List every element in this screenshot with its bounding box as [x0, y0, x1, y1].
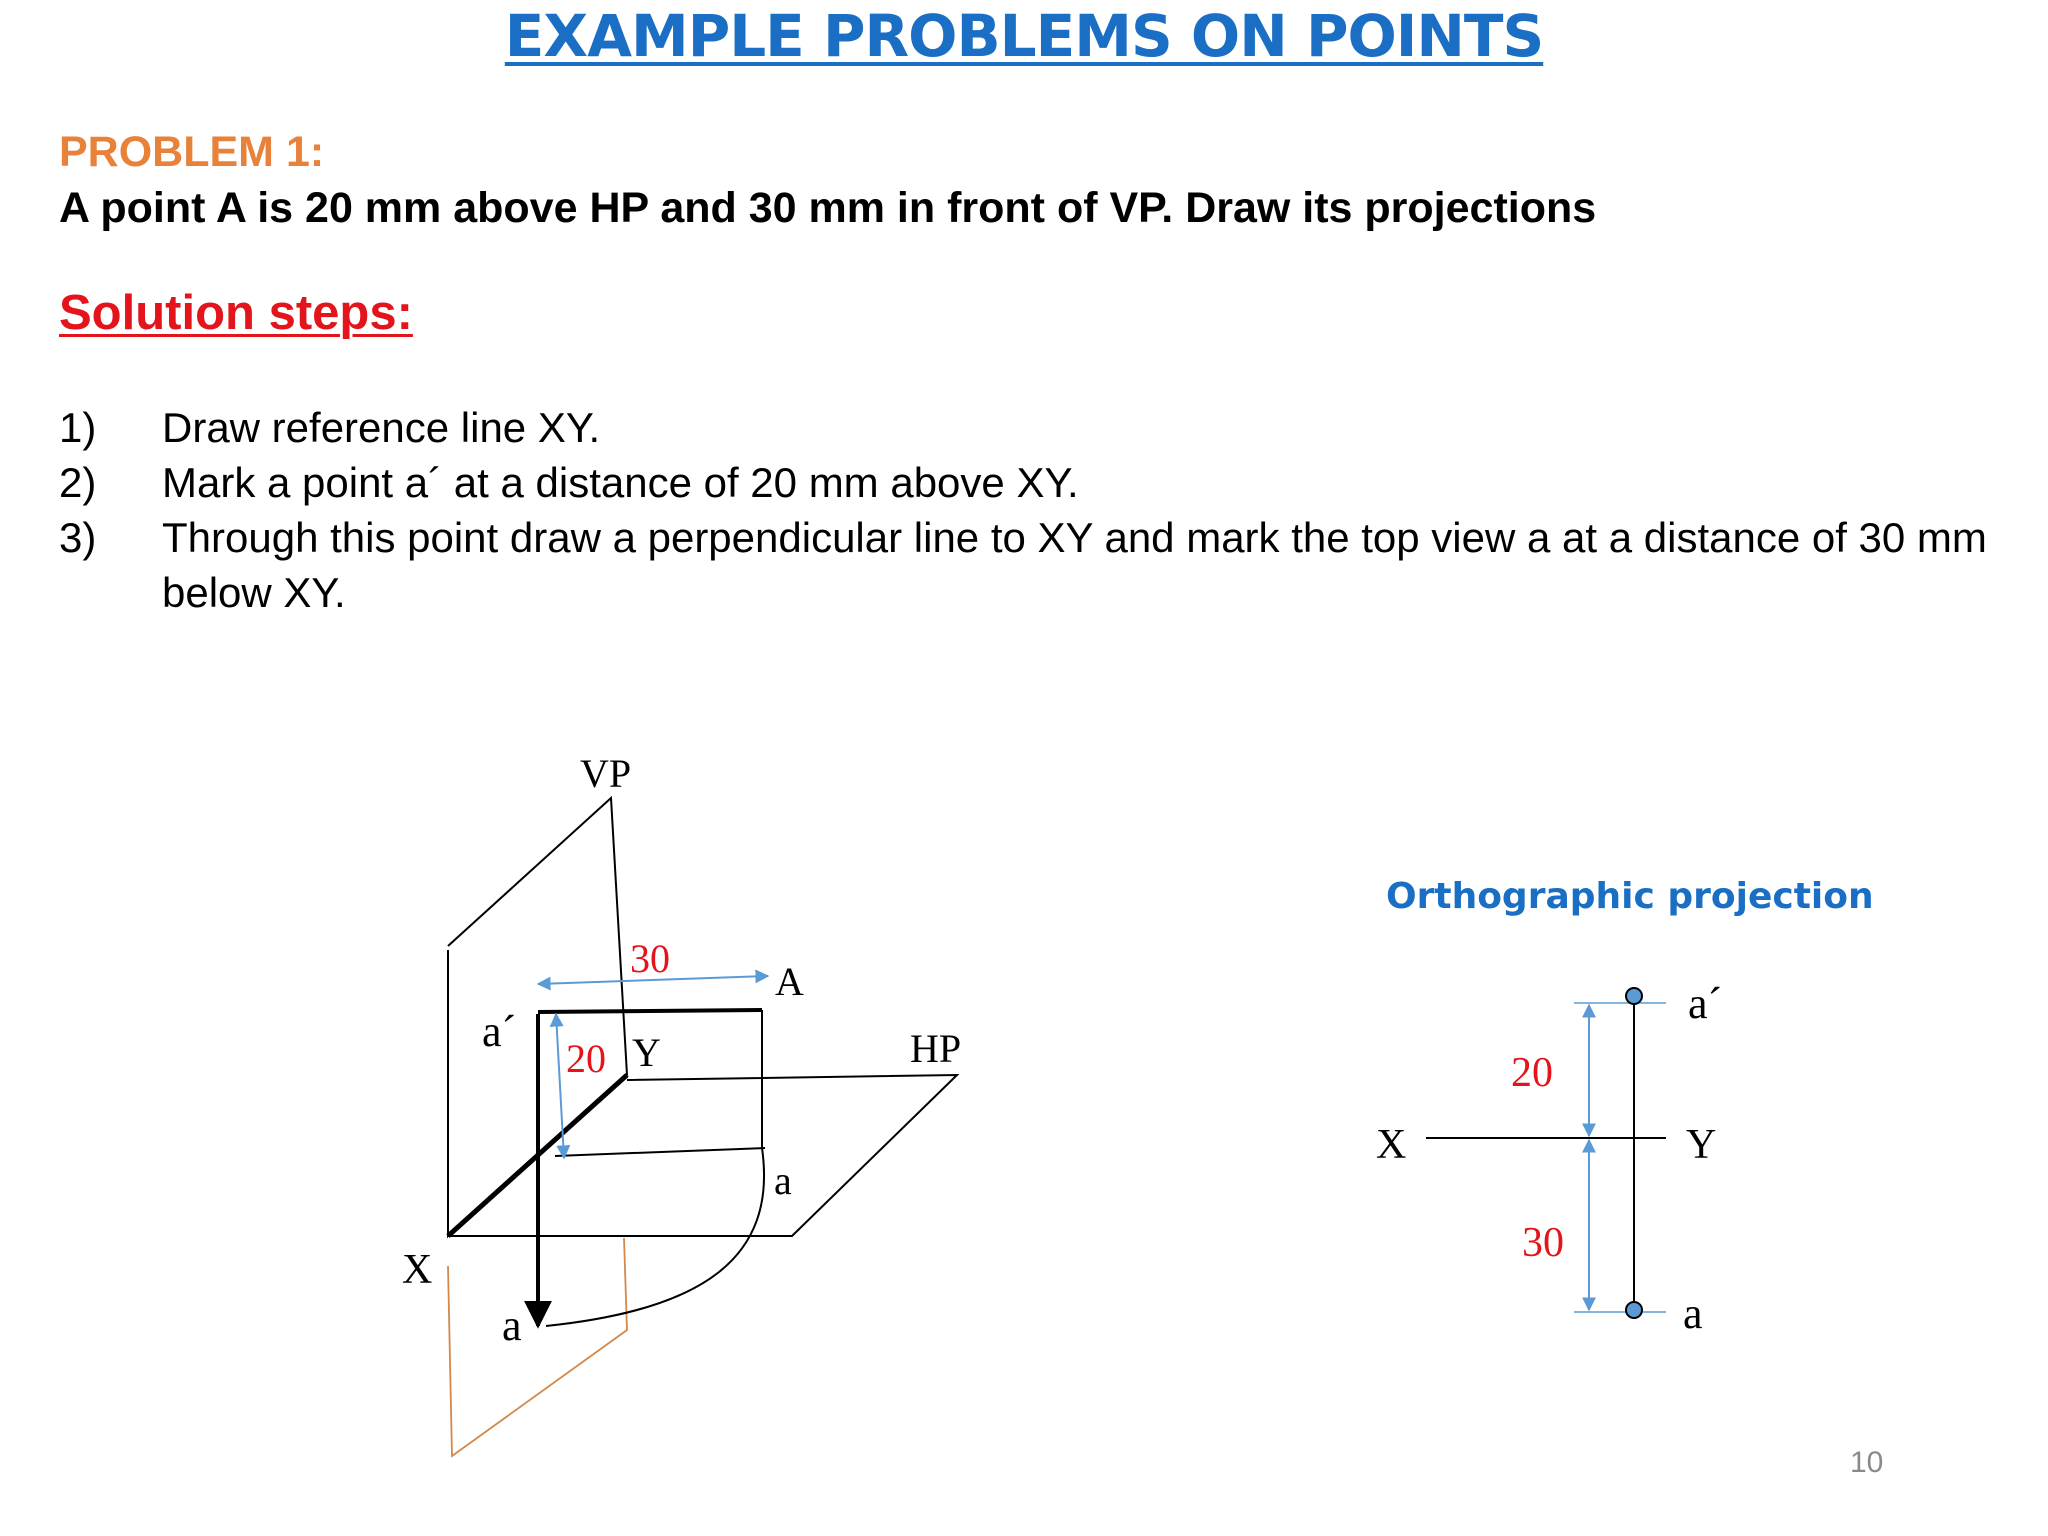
- problem-statement: A point A is 20 mm above HP and 30 mm in front of VP. Draw its projections: [59, 184, 1597, 232]
- step-text: Mark a point a´ at a distance of 20 mm above XY.: [162, 459, 1079, 506]
- x-label: X: [1376, 1122, 1407, 1168]
- hp-label: HP: [910, 1026, 962, 1071]
- top-view-point: [1626, 1302, 1642, 1318]
- solution-heading: Solution steps:: [59, 286, 413, 340]
- orthographic-title: Orthographic projection: [1386, 876, 1874, 917]
- page-number: 10: [1850, 1446, 1884, 1479]
- vp-label: VP: [580, 751, 632, 796]
- problem-label: PROBLEM 1:: [59, 128, 325, 176]
- point-a-label: A: [775, 959, 804, 1004]
- step-number: 1): [59, 404, 97, 451]
- step-number: 2): [59, 459, 97, 506]
- front-view-label: a´: [1688, 979, 1723, 1028]
- top-view-label: a: [1683, 1289, 1703, 1338]
- y-label-3d: Y: [632, 1030, 661, 1075]
- horizontal-plane: [448, 1075, 957, 1236]
- dimension-30-label: 30: [630, 936, 670, 981]
- front-view-point: [1626, 988, 1642, 1004]
- front-view-line: [538, 1010, 762, 1012]
- step-number: 3): [59, 514, 97, 561]
- dimension-below-label: 30: [1522, 1220, 1564, 1266]
- pictorial-view: [402, 751, 961, 1456]
- top-view-label-3d: a: [774, 1158, 792, 1203]
- front-view-label-3d: a´: [482, 1007, 517, 1056]
- y-label: Y: [1686, 1122, 1717, 1168]
- x-label-3d: X: [402, 1247, 433, 1293]
- rotated-top-view-label: a: [502, 1301, 522, 1350]
- dimension-above-label: 20: [1511, 1050, 1553, 1096]
- step-text: Through this point draw a perpendicular line to XY and mark the top view a at a distance of 30 mm below XY.: [162, 514, 1987, 616]
- orthographic-view: [1376, 876, 1874, 1338]
- top-view-projector: [555, 1148, 765, 1156]
- dimension-20-label: 20: [566, 1036, 606, 1081]
- page-title: EXAMPLE PROBLEMS ON POINTS: [504, 2, 1544, 70]
- step-text: Draw reference line XY.: [162, 404, 601, 451]
